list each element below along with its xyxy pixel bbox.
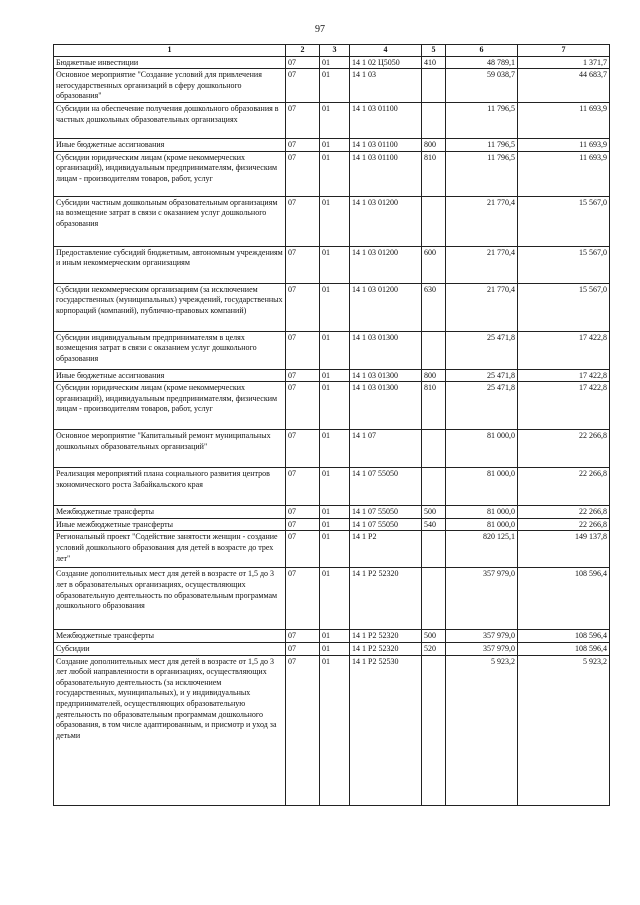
row-target-article-cell: 14 1 07 55050 — [350, 518, 422, 531]
column-header: 2 — [286, 45, 320, 57]
row-name-cell: Бюджетные инвестиции — [54, 56, 286, 69]
row-amount-cell: 17 422,8 — [518, 331, 610, 369]
table-row — [54, 506, 610, 519]
table-row — [54, 382, 610, 430]
table-row — [54, 196, 610, 246]
row-name-cell: Основное мероприятие "Капитальный ремонт муниципальных дошкольных образовательных организаций" — [54, 430, 286, 468]
row-expense-type-cell — [422, 468, 446, 506]
row-expense-type-cell — [422, 69, 446, 103]
row-target-article-cell: 14 1 03 01200 — [350, 196, 422, 246]
row-target-article-cell: 14 1 03 01100 — [350, 102, 422, 138]
row-amount-cell: 81 000,0 — [446, 468, 518, 506]
row-section-cell: 07 — [286, 430, 320, 468]
row-section-cell: 07 — [286, 642, 320, 655]
row-section-cell: 07 — [286, 283, 320, 331]
table-row — [54, 246, 610, 283]
row-amount-cell: 11 693,9 — [518, 151, 610, 196]
row-amount-cell: 21 770,4 — [446, 196, 518, 246]
column-header: 4 — [350, 45, 422, 57]
column-header: 3 — [320, 45, 350, 57]
row-target-article-cell: 14 1 03 01100 — [350, 138, 422, 151]
row-target-article-cell: 14 1 03 01100 — [350, 151, 422, 196]
table-row — [54, 138, 610, 151]
row-amount-cell: 59 038,7 — [446, 69, 518, 103]
row-name-cell: Создание дополнительных мест для детей в возрасте от 1,5 до 3 лет в образовательных организациях, осуществляющих образовательную деятельность по образовательным программам дошкольного образования — [54, 568, 286, 630]
row-name-cell: Основное мероприятие "Создание условий для привлечения негосударственных организаций в сферу дошкольного образования" — [54, 69, 286, 103]
row-expense-type-cell: 520 — [422, 642, 446, 655]
row-subsection-cell: 01 — [320, 630, 350, 643]
row-target-article-cell: 14 1 03 01300 — [350, 369, 422, 382]
row-expense-type-cell: 500 — [422, 506, 446, 519]
table-row — [54, 531, 610, 568]
row-amount-cell: 22 266,8 — [518, 430, 610, 468]
row-name-cell: Иные бюджетные ассигнования — [54, 138, 286, 151]
page-number: 97 — [315, 24, 325, 35]
row-name-cell: Региональный проект "Содействие занятости женщин - создание условий дошкольного образования для детей в возрасте до трех лет" — [54, 531, 286, 568]
row-amount-cell: 15 567,0 — [518, 283, 610, 331]
table-row — [54, 642, 610, 655]
row-name-cell: Субсидии на обеспечение получения дошкольного образования в частных дошкольных образовательных организациях — [54, 102, 286, 138]
row-expense-type-cell — [422, 655, 446, 805]
row-amount-cell: 25 471,8 — [446, 331, 518, 369]
row-target-article-cell: 14 1 03 — [350, 69, 422, 103]
row-section-cell: 07 — [286, 506, 320, 519]
table-row — [54, 630, 610, 643]
row-expense-type-cell: 800 — [422, 138, 446, 151]
row-section-cell: 07 — [286, 531, 320, 568]
row-section-cell: 07 — [286, 382, 320, 430]
row-amount-cell: 22 266,8 — [518, 506, 610, 519]
row-amount-cell: 11 693,9 — [518, 138, 610, 151]
row-name-cell: Межбюджетные трансферты — [54, 630, 286, 643]
row-section-cell: 07 — [286, 246, 320, 283]
row-amount-cell: 11 796,5 — [446, 102, 518, 138]
row-subsection-cell: 01 — [320, 568, 350, 630]
row-amount-cell: 17 422,8 — [518, 382, 610, 430]
row-name-cell: Субсидии некоммерческим организациям (за исключением государственных (муниципальных) учреждений, государственных корпораций (компаний), публично-правовых компаний) — [54, 283, 286, 331]
table-row — [54, 369, 610, 382]
row-amount-cell: 81 000,0 — [446, 506, 518, 519]
row-amount-cell: 357 979,0 — [446, 630, 518, 643]
row-amount-cell: 15 567,0 — [518, 246, 610, 283]
row-subsection-cell: 01 — [320, 369, 350, 382]
row-amount-cell: 81 000,0 — [446, 430, 518, 468]
row-amount-cell: 149 137,8 — [518, 531, 610, 568]
row-expense-type-cell: 800 — [422, 369, 446, 382]
table-row — [54, 69, 610, 103]
row-section-cell: 07 — [286, 138, 320, 151]
row-name-cell: Субсидии индивидуальным предпринимателям в целях возмещения затрат в связи с оказанием услуг дошкольного образования — [54, 331, 286, 369]
budget-table — [53, 44, 610, 806]
column-header: 7 — [518, 45, 610, 57]
row-expense-type-cell: 410 — [422, 56, 446, 69]
row-name-cell: Реализация мероприятий плана социального развития центров экономического роста Забайкальского края — [54, 468, 286, 506]
row-amount-cell: 108 596,4 — [518, 568, 610, 630]
row-amount-cell: 81 000,0 — [446, 518, 518, 531]
table-row — [54, 102, 610, 138]
row-subsection-cell: 01 — [320, 642, 350, 655]
row-amount-cell: 11 796,5 — [446, 151, 518, 196]
row-name-cell: Субсидии — [54, 642, 286, 655]
table-row — [54, 655, 610, 805]
table-row — [54, 331, 610, 369]
row-amount-cell: 44 683,7 — [518, 69, 610, 103]
table-row — [54, 151, 610, 196]
row-amount-cell: 48 789,1 — [446, 56, 518, 69]
row-target-article-cell: 14 1 P2 52320 — [350, 630, 422, 643]
table-row — [54, 430, 610, 468]
table-row — [54, 283, 610, 331]
row-target-article-cell: 14 1 P2 52530 — [350, 655, 422, 805]
row-expense-type-cell: 630 — [422, 283, 446, 331]
row-amount-cell: 5 923,2 — [446, 655, 518, 805]
row-amount-cell: 1 371,7 — [518, 56, 610, 69]
row-subsection-cell: 01 — [320, 102, 350, 138]
column-header: 6 — [446, 45, 518, 57]
row-target-article-cell: 14 1 07 — [350, 430, 422, 468]
row-subsection-cell: 01 — [320, 196, 350, 246]
row-amount-cell: 357 979,0 — [446, 568, 518, 630]
column-header: 1 — [54, 45, 286, 57]
row-expense-type-cell — [422, 568, 446, 630]
row-target-article-cell: 14 1 P2 52320 — [350, 642, 422, 655]
row-expense-type-cell — [422, 196, 446, 246]
row-subsection-cell: 01 — [320, 430, 350, 468]
row-target-article-cell: 14 1 07 55050 — [350, 506, 422, 519]
row-target-article-cell: 14 1 P2 — [350, 531, 422, 568]
row-section-cell: 07 — [286, 69, 320, 103]
row-name-cell: Создание дополнительных мест для детей в возрасте от 1,5 до 3 лет любой направленности в организациях, осуществляющих образовательную деятельность (за исключением государственных, муниципальных), и у индивидуальных предпринимателей, осуществляющих образовательную деятельность по образовательным программам дошкольного образования, в том числе адаптированным, и присмотр и уход за детьми — [54, 655, 286, 805]
row-target-article-cell: 14 1 02 Ц5050 — [350, 56, 422, 69]
row-target-article-cell: 14 1 03 01200 — [350, 246, 422, 283]
row-amount-cell: 15 567,0 — [518, 196, 610, 246]
row-subsection-cell: 01 — [320, 283, 350, 331]
row-section-cell: 07 — [286, 568, 320, 630]
row-section-cell: 07 — [286, 468, 320, 506]
row-amount-cell: 17 422,8 — [518, 369, 610, 382]
table-header-row — [54, 45, 610, 57]
row-amount-cell: 22 266,8 — [518, 518, 610, 531]
row-expense-type-cell — [422, 430, 446, 468]
row-subsection-cell: 01 — [320, 506, 350, 519]
row-name-cell: Субсидии частным дошкольным образовательным организациям на возмещение затрат в связи с оказанием услуг дошкольного образования — [54, 196, 286, 246]
row-section-cell: 07 — [286, 102, 320, 138]
row-section-cell: 07 — [286, 655, 320, 805]
row-subsection-cell: 01 — [320, 655, 350, 805]
row-expense-type-cell — [422, 531, 446, 568]
row-subsection-cell: 01 — [320, 331, 350, 369]
row-expense-type-cell: 600 — [422, 246, 446, 283]
row-target-article-cell: 14 1 03 01300 — [350, 331, 422, 369]
row-amount-cell: 108 596,4 — [518, 642, 610, 655]
table-row — [54, 56, 610, 69]
row-name-cell: Межбюджетные трансферты — [54, 506, 286, 519]
row-target-article-cell: 14 1 07 55050 — [350, 468, 422, 506]
row-subsection-cell: 01 — [320, 382, 350, 430]
table-row — [54, 568, 610, 630]
row-section-cell: 07 — [286, 518, 320, 531]
row-name-cell: Субсидии юридическим лицам (кроме некоммерческих организаций), индивидуальным предпринимателям, физическим лицам - производителям товаров, работ, услуг — [54, 151, 286, 196]
table-row — [54, 518, 610, 531]
row-amount-cell: 5 923,2 — [518, 655, 610, 805]
row-section-cell: 07 — [286, 56, 320, 69]
row-amount-cell: 11 693,9 — [518, 102, 610, 138]
row-expense-type-cell — [422, 102, 446, 138]
row-name-cell: Предоставление субсидий бюджетным, автономным учреждениям и иным некоммерческим организациям — [54, 246, 286, 283]
row-target-article-cell: 14 1 03 01200 — [350, 283, 422, 331]
row-amount-cell: 25 471,8 — [446, 382, 518, 430]
row-subsection-cell: 01 — [320, 56, 350, 69]
row-amount-cell: 820 125,1 — [446, 531, 518, 568]
row-subsection-cell: 01 — [320, 518, 350, 531]
row-amount-cell: 25 471,8 — [446, 369, 518, 382]
row-section-cell: 07 — [286, 331, 320, 369]
row-amount-cell: 21 770,4 — [446, 246, 518, 283]
row-section-cell: 07 — [286, 196, 320, 246]
row-expense-type-cell: 540 — [422, 518, 446, 531]
row-amount-cell: 11 796,5 — [446, 138, 518, 151]
row-expense-type-cell: 810 — [422, 151, 446, 196]
row-subsection-cell: 01 — [320, 138, 350, 151]
row-subsection-cell: 01 — [320, 151, 350, 196]
row-expense-type-cell: 810 — [422, 382, 446, 430]
row-section-cell: 07 — [286, 151, 320, 196]
row-expense-type-cell: 500 — [422, 630, 446, 643]
row-name-cell: Иные межбюджетные трансферты — [54, 518, 286, 531]
row-subsection-cell: 01 — [320, 69, 350, 103]
row-amount-cell: 108 596,4 — [518, 630, 610, 643]
row-amount-cell: 21 770,4 — [446, 283, 518, 331]
row-subsection-cell: 01 — [320, 468, 350, 506]
row-amount-cell: 357 979,0 — [446, 642, 518, 655]
row-section-cell: 07 — [286, 369, 320, 382]
column-header: 5 — [422, 45, 446, 57]
row-amount-cell: 22 266,8 — [518, 468, 610, 506]
row-subsection-cell: 01 — [320, 246, 350, 283]
row-section-cell: 07 — [286, 630, 320, 643]
row-subsection-cell: 01 — [320, 531, 350, 568]
row-name-cell: Иные бюджетные ассигнования — [54, 369, 286, 382]
table-row — [54, 468, 610, 506]
row-target-article-cell: 14 1 03 01300 — [350, 382, 422, 430]
row-name-cell: Субсидии юридическим лицам (кроме некоммерческих организаций), индивидуальным предпринимателям, физическим лицам - производителям товаров, работ, услуг — [54, 382, 286, 430]
row-expense-type-cell — [422, 331, 446, 369]
row-target-article-cell: 14 1 P2 52320 — [350, 568, 422, 630]
